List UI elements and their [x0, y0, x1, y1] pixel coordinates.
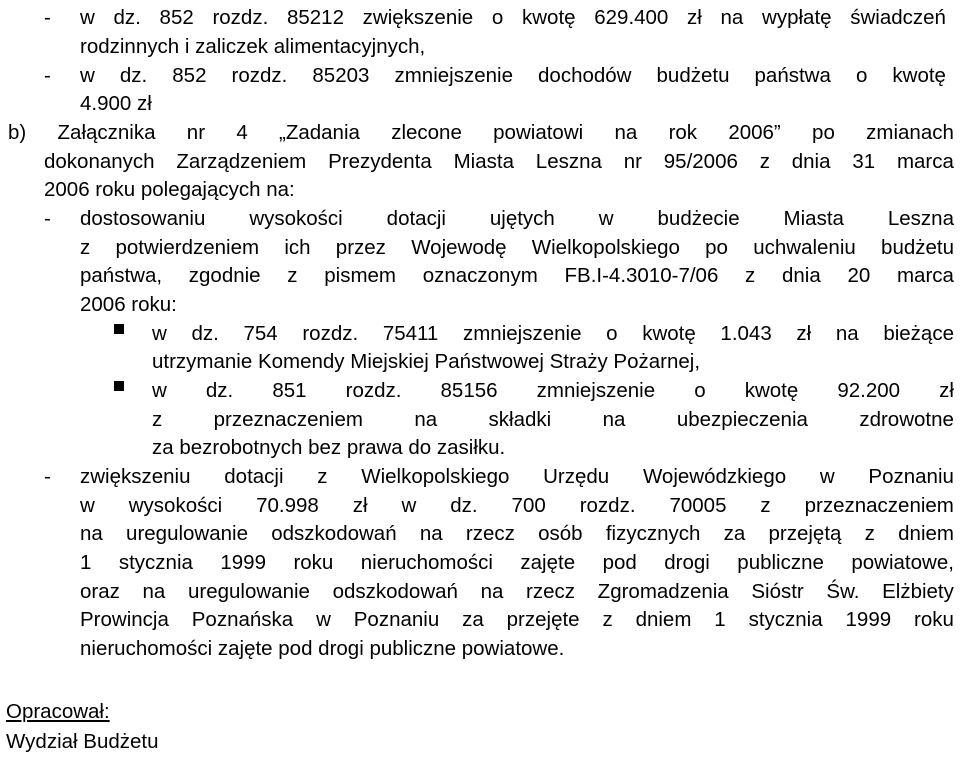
- word: FB.I-4.3010-7/06: [564, 264, 719, 287]
- word: za: [723, 522, 746, 545]
- word: wysokości: [128, 494, 223, 517]
- word: „Zadania: [279, 121, 360, 144]
- word: przeznaczeniem: [804, 494, 954, 517]
- dash-item-line: nieruchomości zajęte pod drogi publiczne powiatowe.: [80, 637, 565, 660]
- word: z: [745, 264, 756, 287]
- word: oznaczonym: [422, 264, 538, 287]
- sub-item-line: [152, 408, 954, 432]
- word: odszkodowań: [271, 522, 397, 545]
- word: zł: [939, 379, 954, 402]
- word: dniem: [635, 608, 692, 631]
- word: roku: [293, 551, 334, 574]
- word: 20: [847, 264, 871, 287]
- word: b): [8, 121, 27, 144]
- word: 31: [852, 150, 876, 173]
- bullet-square-icon: [114, 381, 124, 391]
- word: z: [602, 608, 613, 631]
- word: 4: [236, 121, 248, 144]
- word: Poznańska: [191, 608, 294, 631]
- sub-item-line: [152, 322, 954, 346]
- word: na: [80, 522, 103, 545]
- word: uregulowanie: [126, 522, 248, 545]
- list-marker: -: [44, 465, 51, 488]
- word: marca: [896, 264, 954, 287]
- word: przejęte: [506, 608, 580, 631]
- word: w: [80, 494, 95, 517]
- dash-item-line: [80, 551, 954, 575]
- word: zmniejszenie: [462, 322, 582, 345]
- word: zajęte: [520, 551, 576, 574]
- word: 754: [243, 322, 278, 345]
- list-a-line: [80, 64, 946, 88]
- word: składki: [488, 408, 552, 431]
- word: bieżące: [883, 322, 954, 345]
- word: Wielkopolskiego: [531, 236, 680, 259]
- word: zmianach: [866, 121, 954, 144]
- word: w: [152, 379, 167, 402]
- word: kwotę: [642, 322, 696, 345]
- word: rozdz.: [212, 6, 269, 29]
- word: o: [606, 322, 618, 345]
- word: Zarządzeniem: [176, 150, 307, 173]
- word: pismem: [324, 264, 396, 287]
- word: Zgromadzenia: [597, 580, 729, 603]
- word: przeznaczeniem: [213, 408, 363, 431]
- dash-item-line: [80, 494, 954, 518]
- section-b-line: [8, 121, 954, 145]
- word: fizycznych: [605, 522, 701, 545]
- word: świadczeń: [850, 6, 946, 29]
- word: Wojewódzkiego: [642, 465, 787, 488]
- sub-item-line: za bezrobotnych bez prawa do zasiłku.: [152, 436, 506, 459]
- list-a-line: [80, 6, 946, 30]
- word: Leszna: [887, 207, 954, 230]
- word: w: [401, 494, 417, 517]
- word: ubezpieczenia: [676, 408, 808, 431]
- word: marca: [896, 150, 954, 173]
- dash-item-line: [80, 207, 954, 231]
- word: dniem: [898, 522, 954, 545]
- word: 85156: [440, 379, 498, 402]
- word: Wielkopolskiego: [361, 465, 510, 488]
- word: w: [819, 465, 835, 488]
- word: z: [760, 494, 771, 517]
- word: na: [142, 580, 166, 603]
- word: 75411: [382, 322, 439, 345]
- word: w: [598, 207, 614, 230]
- word: budżetu: [656, 64, 730, 87]
- word: 1999: [220, 551, 266, 574]
- word: z: [317, 465, 328, 488]
- word: uregulowanie: [187, 580, 310, 603]
- word: na: [602, 408, 626, 431]
- list-a-line: 4.900 zł: [80, 92, 152, 115]
- bullet-square-icon: [114, 324, 124, 334]
- word: dz.: [191, 322, 219, 345]
- word: 852: [159, 6, 194, 29]
- list-a-line: rodzinnych i zaliczek alimentacyjnych,: [80, 35, 426, 58]
- dash-item-line: [80, 236, 954, 260]
- word: Miasta: [783, 207, 844, 230]
- word: po: [705, 236, 728, 259]
- word: oraz: [80, 580, 120, 603]
- word: na: [414, 408, 438, 431]
- word: drogi: [664, 551, 710, 574]
- word: państwa,: [80, 264, 163, 287]
- word: 92.200: [837, 379, 901, 402]
- word: publiczne: [737, 551, 824, 574]
- word: rozdz.: [302, 322, 359, 345]
- word: 95/2006: [663, 150, 738, 173]
- word: w: [316, 608, 331, 631]
- dash-item-line: 2006 roku:: [80, 293, 177, 316]
- word: Wojewodę: [411, 236, 507, 259]
- word: zdrowotne: [859, 408, 954, 431]
- word: kwotę: [892, 64, 946, 87]
- list-marker: -: [44, 64, 51, 87]
- word: Poznaniu: [868, 465, 954, 488]
- word: 851: [272, 379, 307, 402]
- dash-item-line: [80, 465, 954, 489]
- word: kwotę: [521, 6, 576, 29]
- word: z: [864, 522, 875, 545]
- word: Prowincja: [80, 608, 169, 631]
- word: uchwaleniu: [753, 236, 856, 259]
- word: zł: [687, 6, 702, 29]
- word: dnia: [791, 150, 831, 173]
- word: osób: [538, 522, 583, 545]
- word: państwa: [754, 64, 831, 87]
- word: 700: [511, 494, 546, 517]
- word: 629.400: [594, 6, 669, 29]
- word: Św.: [826, 580, 860, 603]
- word: w: [80, 64, 95, 87]
- word: zł: [352, 494, 368, 517]
- word: dochodów: [538, 64, 632, 87]
- dash-item-line: [80, 522, 954, 546]
- word: dokonanych: [44, 150, 155, 173]
- word: dostosowaniu: [80, 207, 206, 230]
- word: rok: [668, 121, 698, 144]
- sub-item-line: [152, 379, 954, 403]
- word: zmniejszenie: [394, 64, 513, 87]
- word: dotacji: [224, 465, 284, 488]
- word: po: [812, 121, 835, 144]
- word: powiatowe,: [851, 551, 954, 574]
- word: 1.043: [720, 322, 772, 345]
- list-marker: -: [44, 207, 51, 230]
- word: dz.: [119, 64, 148, 87]
- word: z: [152, 408, 163, 431]
- word: Sióstr: [751, 580, 804, 603]
- word: o: [491, 6, 504, 29]
- word: 70005: [669, 494, 727, 517]
- word: 1: [714, 608, 726, 631]
- word: o: [855, 64, 868, 87]
- word: przez: [335, 236, 386, 259]
- word: w: [152, 322, 167, 345]
- word: rozdz.: [579, 494, 636, 517]
- word: potwierdzeniem: [115, 236, 260, 259]
- word: na: [419, 522, 443, 545]
- word: 70.998: [256, 494, 319, 517]
- dash-item-line: [80, 264, 954, 288]
- list-marker: -: [44, 6, 51, 29]
- word: na: [720, 6, 744, 29]
- word: ujętych: [489, 207, 555, 230]
- word: z: [80, 236, 91, 259]
- word: na: [835, 322, 859, 345]
- word: Elżbiety: [882, 580, 954, 603]
- word: Urzędu: [543, 465, 610, 488]
- word: 1: [80, 551, 92, 574]
- word: z: [759, 150, 770, 173]
- word: Miasta: [453, 150, 514, 173]
- word: za: [462, 608, 484, 631]
- word: zlecone: [391, 121, 462, 144]
- word: rzecz: [465, 522, 515, 545]
- word: dz.: [205, 379, 234, 402]
- prepared-by-label: Opracował:: [6, 700, 110, 723]
- word: na: [480, 580, 504, 603]
- word: wysokości: [249, 207, 343, 230]
- word: zł: [796, 322, 812, 345]
- word: nr: [623, 150, 642, 173]
- word: dnia: [782, 264, 821, 287]
- word: rozdz.: [231, 64, 288, 87]
- word: 852: [172, 64, 207, 87]
- word: dz.: [113, 6, 141, 29]
- word: 85203: [312, 64, 370, 87]
- word: pod: [602, 551, 637, 574]
- word: wypłatę: [762, 6, 832, 29]
- word: zwiększenie: [362, 6, 474, 29]
- word: 1999: [845, 608, 892, 631]
- word: z: [287, 264, 298, 287]
- section-b-line: 2006 roku polegających na:: [44, 178, 295, 201]
- word: stycznia: [118, 551, 193, 574]
- word: na: [614, 121, 638, 144]
- word: budżecie: [657, 207, 740, 230]
- department-name: Wydział Budżetu: [6, 730, 159, 753]
- word: 2006”: [728, 121, 781, 144]
- word: Załącznika: [57, 121, 156, 144]
- word: roku: [914, 608, 954, 631]
- word: dotacji: [386, 207, 446, 230]
- word: Poznaniu: [353, 608, 440, 631]
- word: nr: [186, 121, 206, 144]
- word: zwiększeniu: [80, 465, 191, 488]
- sub-item-line: utrzymanie Komendy Miejskiej Państwowej Straży Pożarnej,: [152, 350, 701, 373]
- word: odszkodowań: [332, 580, 458, 603]
- word: kwotę: [744, 379, 799, 402]
- word: rozdz.: [345, 379, 402, 402]
- word: powiatowi: [493, 121, 584, 144]
- section-b-line: [44, 150, 954, 174]
- word: przejętą: [768, 522, 842, 545]
- word: nieruchomości: [360, 551, 493, 574]
- word: ich: [284, 236, 311, 259]
- word: 85212: [286, 6, 344, 29]
- word: stycznia: [748, 608, 823, 631]
- dash-item-line: [80, 608, 954, 632]
- word: zmniejszenie: [536, 379, 656, 402]
- word: rzecz: [526, 580, 576, 603]
- word: dz.: [450, 494, 478, 517]
- word: Leszna: [535, 150, 602, 173]
- word: zgodnie: [188, 264, 261, 287]
- word: w: [80, 6, 95, 29]
- word: Prezydenta: [328, 150, 432, 173]
- dash-item-line: [80, 580, 954, 604]
- word: o: [694, 379, 706, 402]
- word: budżetu: [881, 236, 954, 259]
